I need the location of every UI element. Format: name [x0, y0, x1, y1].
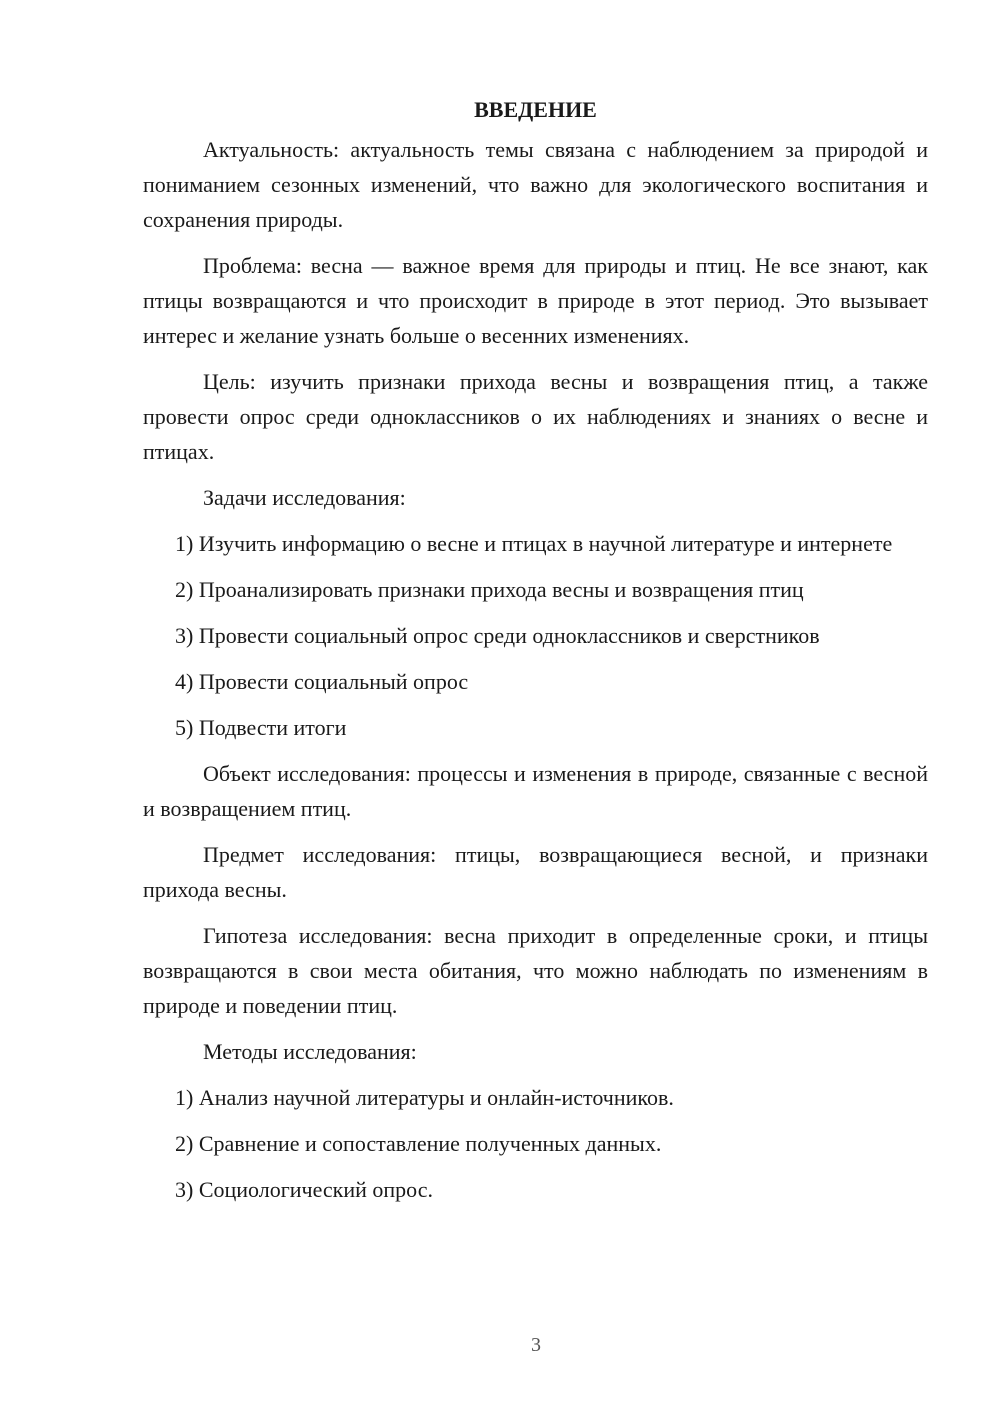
relevance-paragraph: Актуальность: актуальность темы связана с наблюдением за природой и пониманием сезонных изменений, что важно для экологического воспитания и сохранения природы.: [143, 137, 928, 232]
tasks-heading: Задачи исследования:: [203, 485, 406, 510]
method-item-3: 3) Социологический опрос.: [175, 1177, 433, 1202]
task-item-4: 4) Провести социальный опрос: [175, 669, 469, 694]
method-item-1: 1) Анализ научной литературы и онлайн-источников.: [175, 1085, 674, 1110]
object-paragraph: Объект исследования: процессы и изменения в природе, связанные с весной и возвращением птиц.: [143, 761, 928, 821]
task-item-1: 1) Изучить информацию о весне и птицах в научной литературе и интернете: [175, 531, 893, 556]
methods-heading: Методы исследования:: [203, 1039, 417, 1064]
problem-paragraph: Проблема: весна — важное время для природы и птиц. Не все знают, как птицы возвращаются и что происходит в природе в этот период. Это вызывает интерес и желание узнать больше о весенних изменениях.: [143, 253, 928, 348]
document-body: [143, 92, 928, 1218]
page-number: 3: [531, 1334, 541, 1356]
hypothesis-paragraph: Гипотеза исследования: весна приходит в определенные сроки, и птицы возвращаются в свои места обитания, что можно наблюдать по изменениям в природе и поведении птиц.: [143, 923, 928, 1018]
task-item-2: 2) Проанализировать признаки прихода весны и возвращения птиц: [175, 577, 804, 602]
goal-paragraph: Цель: изучить признаки прихода весны и возвращения птиц, а также провести опрос среди одноклассников о их наблюдениях и знаниях о весне и птицах.: [143, 369, 928, 464]
task-item-5: 5) Подвести итоги: [175, 715, 347, 740]
subject-paragraph: Предмет исследования: птицы, возвращающиеся весной, и признаки прихода весны.: [143, 842, 928, 902]
document-title: ВВЕДЕНИЕ: [474, 97, 597, 122]
method-item-2: 2) Сравнение и сопоставление полученных данных.: [175, 1131, 662, 1156]
task-item-3: 3) Провести социальный опрос среди одноклассников и сверстников: [175, 623, 820, 648]
